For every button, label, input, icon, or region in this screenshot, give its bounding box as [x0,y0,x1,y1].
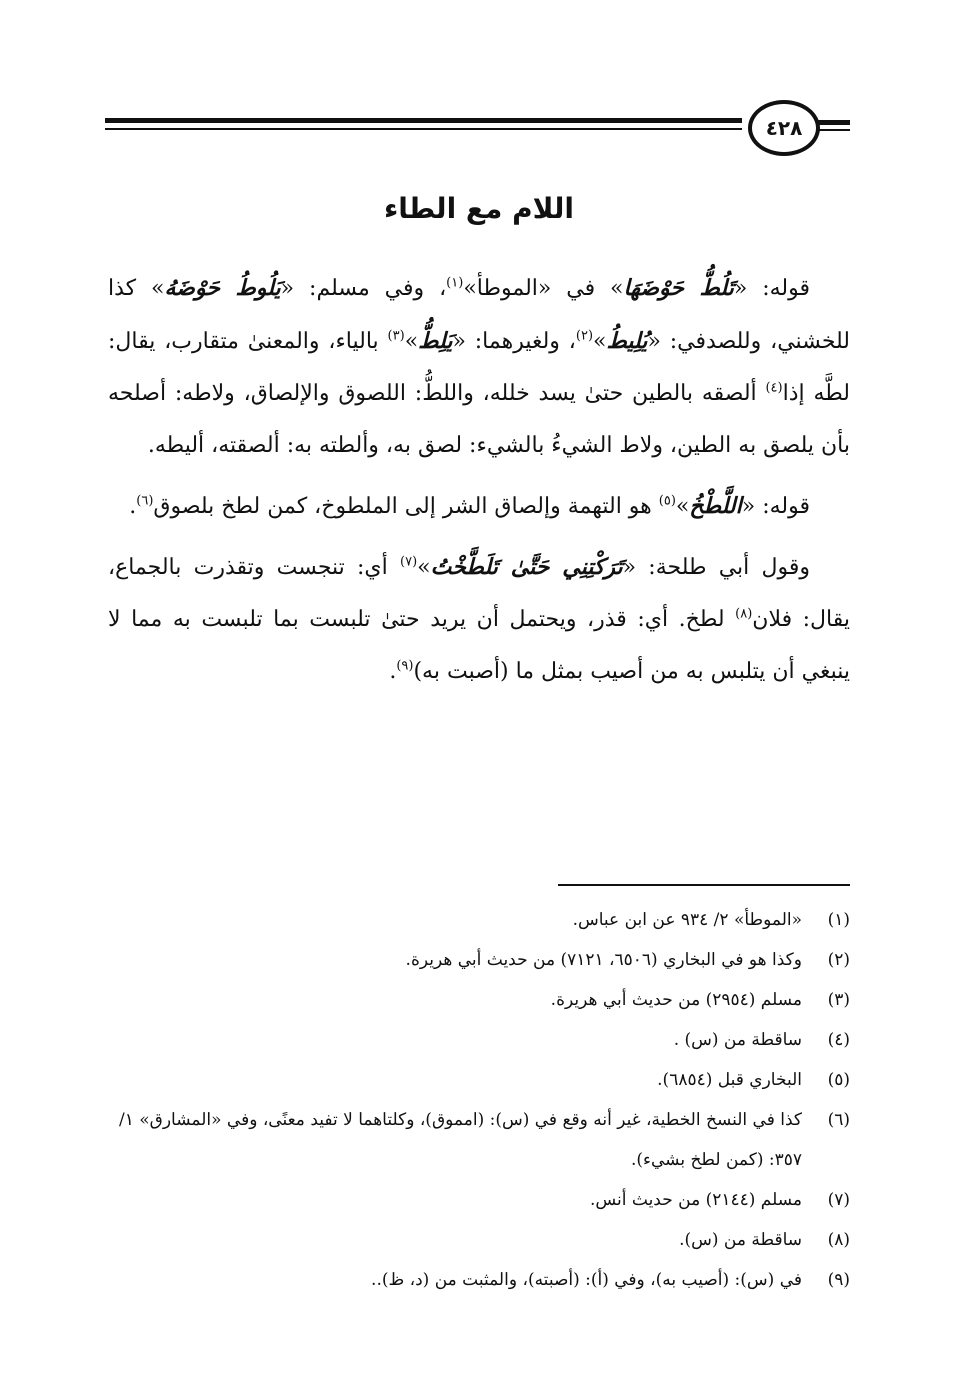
footnote [108,1060,850,1100]
paragraph [108,541,850,698]
hadith-quote: تَرَكْتِنِي حَتَّىٰ تَلَطَّخْتُ [430,554,623,580]
footnote-number: (٧) [827,1190,850,1210]
paragraph-text: ، ولغيرهما: « [452,329,576,354]
main-text [108,262,850,706]
footnote [108,1180,850,1220]
footnote-number: (٩) [827,1270,850,1290]
paragraph [108,262,850,472]
footnote-ref: (٦) [136,493,154,509]
footnote-text: البخاري قبل (٦٨٥٤). [657,1070,802,1090]
footnotes [108,900,850,1300]
footnote [108,1100,850,1180]
paragraph-text: قوله: « [741,494,810,519]
footnote-text: «الموطأ» ٢/ ٩٣٤ عن ابن عباس. [572,910,802,930]
paragraph-text: ، وفي مسلم: « [280,276,447,301]
footnote-number: (٥) [827,1070,850,1090]
footnote-ref: (٥) [658,493,676,509]
footnote-number: (٨) [827,1230,850,1250]
paragraph-text: . [389,659,397,684]
hadith-quote: يُلِيطُ [606,328,648,354]
paragraph [108,480,850,533]
footnote-number: (٢) [827,950,850,970]
paragraph-text: ألصقه بالطين حتىٰ يسد خلله، واللطُّ: اللصوق والإلصاق، ولاطه: أصلحه بأن يلصق به الطين، ولاط الشيءُ بالشيء: لصق به، وألطته به: ألصقته، أليطه. [108,381,850,458]
paragraph-text: » في «الموطأ» [463,276,624,301]
page-header [105,100,850,160]
footnote-ref: (٩) [396,658,414,674]
footnote-ref: (٣) [387,328,405,344]
section-title: اللام مع الطاء [383,192,575,225]
footnote-text: مسلم (٢٩٥٤) من حديث أبي هريرة. [550,990,802,1010]
footnote-number: (١) [827,910,850,930]
footnote-number: (٦) [827,1110,850,1130]
footnote-ref: (٤) [765,380,783,396]
footnote-ref: (٢) [575,328,594,344]
paragraph-text: » [593,329,607,354]
paragraph-text: . [129,494,137,519]
hadith-quote: يَلِطُّ [418,328,453,354]
footnote-text: في (س): (أصيب به)، وفي (أ): (أصبته)، والمثبت من (د، ظ).. [371,1270,802,1290]
footnote-ref: (٨) [735,606,753,622]
paragraph-text: » [404,329,419,354]
footnote-number: (٤) [827,1030,850,1050]
footnote-ref: (١) [446,275,464,291]
footnote-ref: (٧) [400,554,418,570]
paragraph-text: أي: تنجست وتقذرت بالجماع، يقال: فلان [108,555,850,632]
footnote-separator [558,884,850,886]
footnote [108,980,850,1020]
footnote-text: مسلم (٢١٤٤) من حديث أنس. [589,1190,802,1210]
footnote [108,900,850,940]
header-rule-thin [105,128,742,130]
paragraph-text: قوله: « [733,276,811,301]
paragraph-text: » [417,555,431,580]
footnote [108,940,850,980]
page-number: ٤٢٨ [748,100,820,156]
paragraph-text: وقول أبي طلحة: « [622,555,811,580]
paragraph-text: بالياء، والمعنىٰ متقارب، يقال: لطَّه إذا [108,329,850,406]
hadith-quote: اللَّطْخُ [689,493,742,519]
footnote [108,1220,850,1260]
paragraph-text: » كذا للخشني، وللصدفي: « [108,276,851,354]
footnote-text: ساقطة من (س). [679,1230,802,1250]
paragraph-text: لطخ. أي: قذر، ويحتمل أن يريد حتىٰ تلبست بما تلبست به مما لا ينبغي أن يتلبس به من أصيب بمثل ما (أصبت به) [108,607,850,684]
footnote-number: (٣) [827,990,850,1010]
hadith-quote: تَلُطُّ حَوْضَهَا [623,275,734,301]
header-rule-thick [105,118,742,123]
footnote-text: كذا في النسخ الخطية، غير أنه وقع في (س): (امموق)، وكلتاهما لا تفيد معنًى، وفي «المشارق» ١/ ٣٥٧: (كمن لطخ بشيء). [118,1110,802,1170]
paragraph-text: » [675,494,690,519]
paragraph-text: هو التهمة وإلصاق الشر إلى الملطوخ، كمن لطخ بلصوق [153,494,659,519]
footnote-text: ساقطة من (س) . [673,1030,802,1050]
footnote-text: وكذا هو في البخاري (٦٥٠٦، ٧١٢١) من حديث أبي هريرة. [405,950,802,970]
footnote [108,1260,850,1300]
hadith-quote: يَلُوطُ حَوْضَهُ [164,275,281,301]
footnote [108,1020,850,1060]
